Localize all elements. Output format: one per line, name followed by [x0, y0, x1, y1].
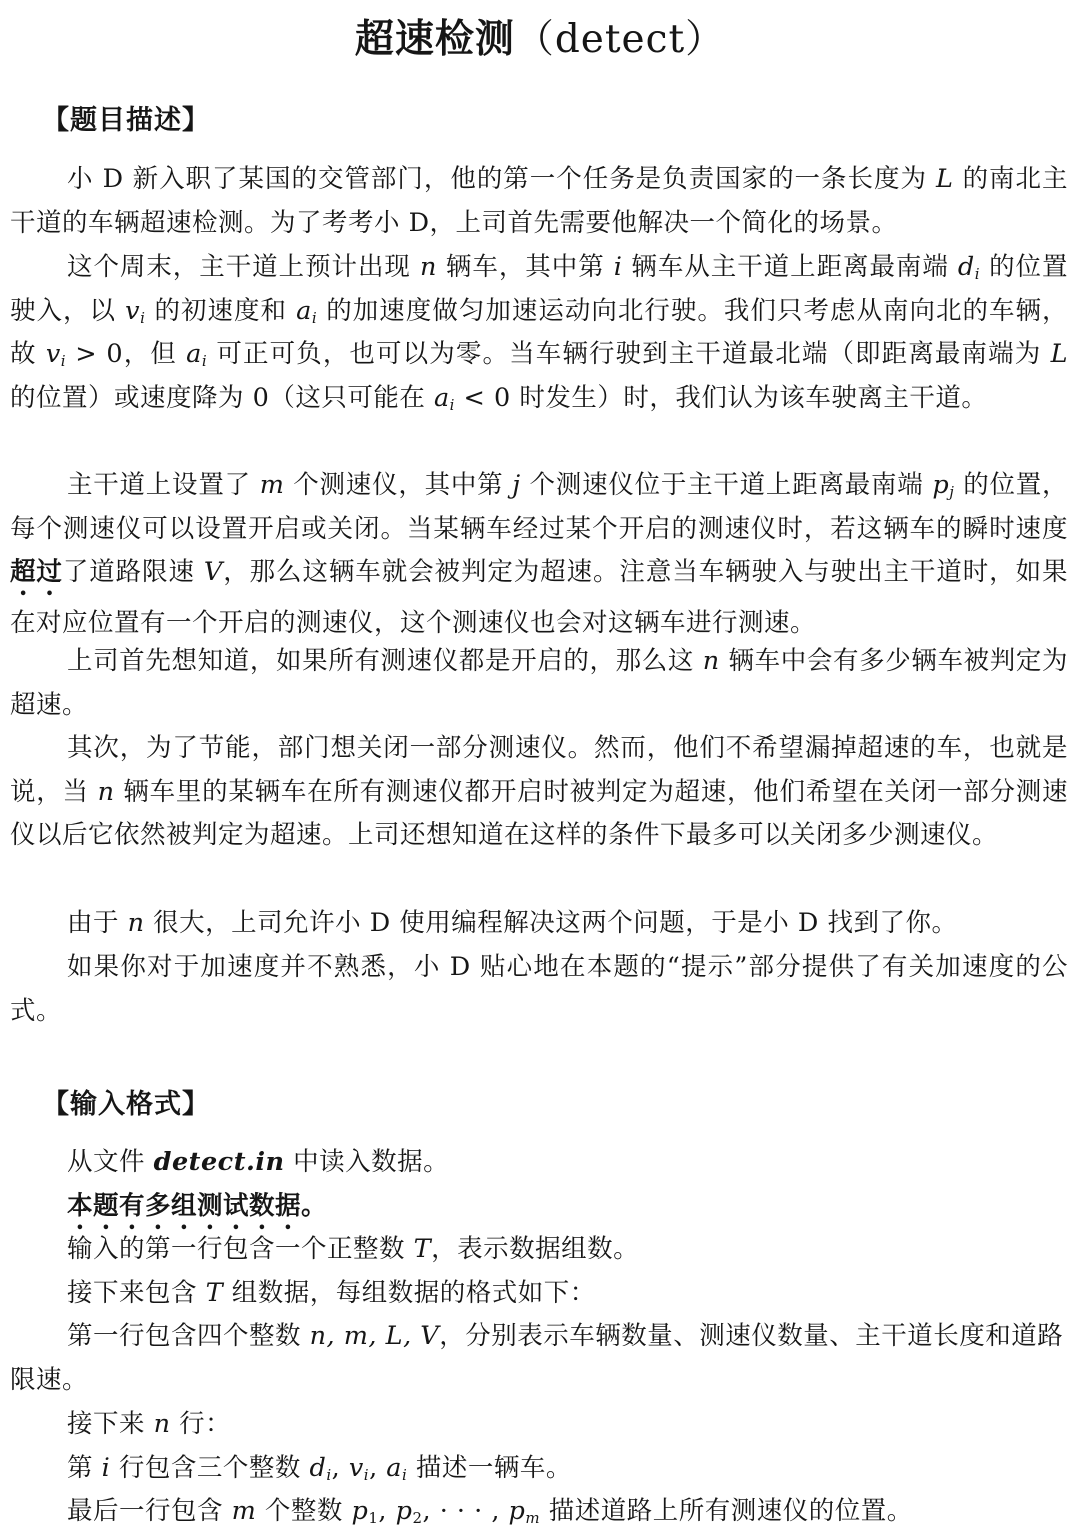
paragraph-2: 这个周末，主干道上预计出现 n 辆车，其中第 i 辆车从主干道上距离最南端 $d_i$ 的位置驶入，以 $v_i$ 的初速度和 $a_i$ 的加速度做匀加速运动向北行驶。我们只考虑从南向北的车辆，故 $v_i > 0$，但 $a_i$ 可正可负，也可以为零。当车辆行驶到主干道最北端（即距离最南端为 L 的位置）或速度降为 0（这只可能在 $a_i < 0$ 时发生）时，我们认为该车驶离主干道。 — [10, 252, 1069, 414]
input-line-5: 第一行包含四个整数 n, m, L, V，分别表示车辆数量、测速仪数量、主干道长度和道路限速。 — [10, 1321, 1064, 1395]
paragraph-5: 其次，为了节能，部门想关闭一部分测速仪。然而，他们不希望漏掉超速的车，也就是说，当 n 辆车里的某辆车在所有测速仪都开启时被判定为超速，他们希望在关闭一部分测速仪以后它依然被判定为超速。上司还想知道在这样的条件下最多可以关闭多少测速仪。 — [10, 733, 1068, 851]
page-title — [0, 8, 1080, 64]
input-line-7: 第 i 行包含三个整数 $d_i$, $v_i$, $a_i$ 描述一辆车。 — [67, 1453, 572, 1484]
section-heading-input: 【输入格式】 — [42, 1089, 210, 1120]
emphasis-multi-test: 本题有多组测试数据。 — [67, 1191, 328, 1221]
paragraph-3: 主干道上设置了 m 个测速仪，其中第 j 个测速仪位于主干道上距离最南端 $p_j$ 的位置，每个测速仪可以设置开启或关闭。当某辆车经过某个开启的测速仪时，若这辆车的瞬时速度超过了道路限速 V，那么这辆车就会被判定为超速。注意当车辆驶入与驶出主干道时，如果在对应位置有一个开启的测速仪，这个测速仪也会对这辆车进行测速。 — [10, 470, 1069, 639]
section-heading-description: 【题目描述】 — [42, 105, 210, 136]
input-line-1: 从文件 detect.in 中读入数据。 — [67, 1147, 450, 1177]
input-line-8: 最后一行包含 m 个整数 $p_1$, $p_2$, · · · , $p_m$ 描述道路上所有测速仪的位置。 — [67, 1496, 913, 1527]
title-chinese: 超速检测 — [354, 16, 515, 62]
input-line-4: 接下来包含 T 组数据，每组数据的格式如下： — [67, 1278, 596, 1308]
input-line-6: 接下来 n 行： — [67, 1409, 232, 1439]
input-line-3: 输入的第一行包含一个正整数 T，表示数据组数。 — [67, 1234, 640, 1264]
input-filename: detect.in — [153, 1147, 285, 1177]
title-english: （detect） — [514, 17, 726, 62]
paragraph-4: 上司首先想知道，如果所有测速仪都是开启的，那么这 n 辆车中会有多少辆车被判定为超速。 — [10, 646, 1068, 720]
paragraph-7: 如果你对于加速度并不熟悉，小 D 贴心地在本题的“提示”部分提供了有关加速度的公式。 — [10, 952, 1068, 1026]
emphasis-exceed: 超过 — [10, 557, 63, 588]
paragraph-6: 由于 n 很大，上司允许小 D 使用编程解决这两个问题，于是小 D 找到了你。 — [67, 908, 958, 938]
paragraph-1: 小 D 新入职了某国的交管部门，他的第一个任务是负责国家的一条长度为 L 的南北主干道的车辆超速检测。为了考考小 D，上司首先需要他解决一个简化的场景。 — [10, 164, 1069, 238]
